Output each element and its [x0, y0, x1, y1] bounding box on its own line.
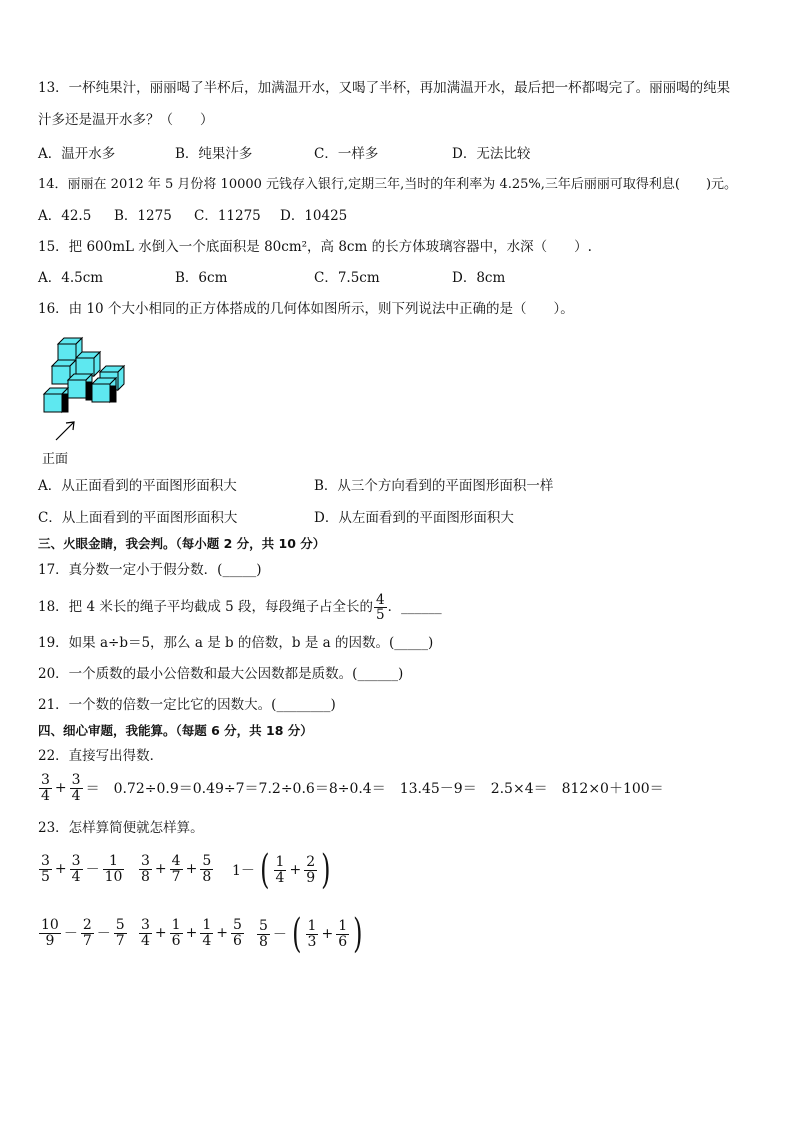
q18-fraction: $\frac{4}{5}$: [376, 591, 385, 623]
q19-text: 19．如果 a÷b＝5，那么 a 是 b 的倍数，b 是 a 的因数。(_____): [38, 635, 434, 651]
q22-expressions: $\frac{3}{4}$ + $\frac{3}{4}$ ＝ 0.72÷0.9＝0.49÷7＝7.2÷0.6＝8÷0.4＝ 13.45－9＝ 2.5×4＝ 812×0＋100＝: [41, 772, 664, 804]
front-arrow-icon: [56, 422, 74, 440]
q14-option-c: C．11275: [194, 208, 261, 224]
q18-text: [38, 590, 442, 624]
section-4-heading: 四、细心审题，我能算。（每题 6 分，共 18 分）: [38, 723, 313, 738]
q23-expression-3: 1－ ( $\frac{1}{4}$ + $\frac{2}{9}$ ): [232, 847, 331, 893]
q21-text: 21．一个数的倍数一定比它的因数大。(________): [38, 697, 336, 713]
q20-text: 20．一个质数的最小公倍数和最大公因数都是质数。(______): [38, 666, 404, 682]
q23-title: 23．怎样算简便就怎样算。: [38, 820, 204, 836]
q14-option-a: A．42.5: [38, 208, 92, 224]
q16-option-d: D．从左面看到的平面图形面积大: [314, 510, 514, 526]
q15-option-a: A．4.5cm: [38, 270, 104, 286]
q13-option-b: B．纯果汁多: [175, 146, 253, 162]
q13-option-a: A．温开水多: [38, 146, 116, 162]
q14-text: 14．丽丽在 2012 年 5 月份将 10000 元钱存入银行,定期三年,当时的年利率为 4.25%,三年后丽丽可取得利息( )元。: [38, 177, 738, 192]
q23-expression-1: $\frac{3}{5}$ + $\frac{3}{4}$ － $\frac{1}{10}$: [41, 853, 123, 885]
q23-expression-5: $\frac{3}{4}$ + $\frac{1}{6}$ + $\frac{1}{4}$ + $\frac{5}{6}$: [141, 917, 242, 949]
q15-option-c: C．7.5cm: [314, 270, 380, 286]
q23-expression-6: $\frac{5}{8}$ － ( $\frac{1}{3}$ + $\frac{1}{6}$ ): [259, 911, 363, 957]
q18-suffix: ．______: [387, 599, 442, 615]
q17-text: 17．真分数一定小于假分数．(_____): [38, 562, 262, 578]
q18-prefix: 18．把 4 米长的绳子平均截成 5 段，每段绳子占全长的: [38, 599, 374, 615]
q13-text-2: 汁多还是温开水多？（ ）: [38, 112, 214, 128]
q16-option-b: B．从三个方向看到的平面图形面积一样: [314, 478, 554, 494]
q14-option-d: D．10425: [280, 208, 348, 224]
q16-option-a: A．从正面看到的平面图形面积大: [38, 478, 237, 494]
q13-text-1: 13．一杯纯果汁，丽丽喝了半杯后，加满温开水，又喝了半杯，再加满温开水，最后把一杯都喝完了。丽丽喝的纯果: [38, 80, 731, 96]
q23-expression-4: $\frac{10}{9}$ － $\frac{2}{7}$ － $\frac{5}{7}$: [41, 917, 125, 949]
q13-option-d: D．无法比较: [452, 146, 531, 162]
q16-text: 16．由 10 个大小相同的正方体搭成的几何体如图所示，则下列说法中正确的是（ ）。: [38, 301, 574, 317]
section-3-heading: 三、火眼金睛，我会判。（每小题 2 分，共 10 分）: [38, 536, 326, 551]
q15-option-b: B．6cm: [175, 270, 228, 286]
front-view-label: 正面: [42, 452, 69, 467]
q14-option-b: B．1275: [114, 208, 172, 224]
q15-text: 15．把 600mL 水倒入一个底面积是 80cm²，高 8cm 的长方体玻璃容器中，水深（ ）.: [38, 239, 592, 255]
q13-option-c: C．一样多: [314, 146, 379, 162]
q22-title: 22．直接写出得数．: [38, 748, 164, 764]
q16-option-c: C．从上面看到的平面图形面积大: [38, 510, 238, 526]
q23-expression-2: $\frac{3}{8}$ + $\frac{4}{7}$ + $\frac{5}{8}$: [141, 853, 212, 885]
q15-option-d: D．8cm: [452, 270, 506, 286]
